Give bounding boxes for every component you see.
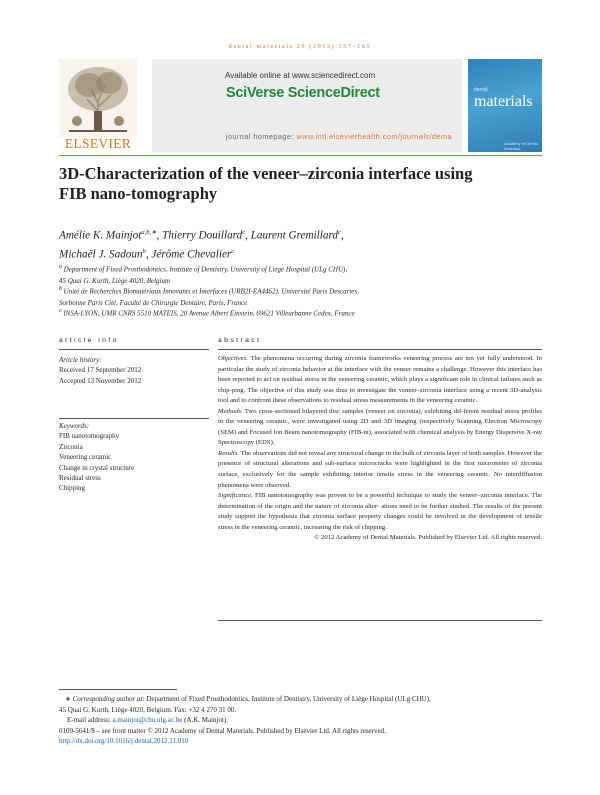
affil-mark: a [59, 264, 62, 270]
info-rule [59, 349, 209, 350]
methods-label: Methods. [218, 407, 243, 415]
abstract-line: exhibiting interior tensile stress in the veneering ceramic. No interdiffusion phenomena [218, 471, 543, 489]
affil-line: Unité de Recherches Biomatériaux Innovants et Interfaces (URB2I-EA4462), Université Paris Descartes, [63, 287, 359, 296]
abstract-line: ations need to be further studied. The results of the present study support the hypothesis [218, 502, 543, 521]
affil-line: 45 Quai G. Kurth, Liège 4020, Belgium [59, 277, 171, 286]
author-sep: , [245, 229, 251, 242]
corresponding-label: Corresponding author at: [72, 695, 145, 703]
header-rule [59, 155, 542, 156]
abstract-line: yet fully understood. In particular the study of zirconia behavior at the interface with the [218, 355, 542, 373]
abstract-line: were highlighted in the first micrometer of zirconia surface, exclusively for the sample [218, 460, 543, 479]
keyword-item: FIB nanotomography [59, 432, 120, 441]
keywords-block [59, 421, 209, 494]
title-line-2: FIB nano-tomography [59, 184, 218, 203]
affil-line: Department of Fixed Prosthodontics, Institute of Dentistry, University of Liege Hospital (ULg CHU), [63, 265, 348, 274]
email-link[interactable]: a.mainjot@chu.ulg.ac.be [112, 716, 183, 724]
doi-link[interactable]: http://dx.doi.org/10.1016/j.dental.2012.11.010 [59, 737, 189, 745]
author-affil-mark: c [242, 229, 246, 236]
article-info-heading: article info [59, 337, 119, 344]
abstract-bottom-rule [218, 620, 542, 621]
abstract-heading: abstract [218, 337, 262, 344]
abstract-line: were observed. [250, 481, 291, 489]
objectives-label: Objectives. [218, 355, 248, 362]
author-affil-mark: c [231, 247, 235, 255]
abstract-line: 3D imaging (respectively Scanning Electron Microscopy (SEM) and Focused Ion Beam [218, 418, 542, 436]
author-name: Michaël J. Sadoun [59, 248, 143, 261]
abstract-line: nanotomography (FIB-nt), associated with chemical analysis by Energy Dispersive X-ray [301, 428, 543, 436]
author-list [59, 225, 539, 262]
cover-footer: Academy of Dental Materials [504, 141, 538, 151]
keyword-item: Change in crystal structure [59, 463, 135, 472]
corresponding-line: 45 Quai G. Kurth, Liège 4020, Belgium. Fax: +32 4 270 31 00. [59, 705, 237, 714]
author-sep: , [340, 229, 344, 242]
keyword-item: Veneering ceramic [59, 453, 112, 462]
affil-mark: b [59, 286, 62, 292]
abstract-line: Spectroscopy (EDS). [218, 439, 275, 447]
abstract-line: that zirconia surface property changes could be involved in the development of tensile stress [218, 513, 543, 531]
accepted-date: Accepted 13 November 2012 [59, 376, 142, 385]
email-suffix: (A.K. Mainjot). [184, 716, 229, 724]
abstract-line: recent 3D-analysis tool and to confront these observations to residual stress measurements [218, 386, 542, 405]
cover-title: materials [474, 93, 533, 110]
article-title [59, 164, 539, 204]
abstract-objectives [218, 354, 542, 407]
abstract-line: ferent residual stress profiles in the veneering ceramic, were investigated using 2D and [218, 407, 542, 426]
abstract-methods [218, 407, 542, 449]
abstract-line: veneer–zirconia interface. The determination of the origin and the nature of zirconia alter- [218, 492, 543, 510]
abstract-copyright: © 2012 Academy of Dental Materials. Published by Elsevier Ltd. All rights reserved. [314, 534, 542, 542]
author-affil-mark: c [338, 229, 341, 236]
issn-line: 0109-5641/$ – see front matter © 2012 Academy of Dental Materials. Published by Elsevier Ltd. All rights reserved. [59, 726, 386, 735]
corresponding-star[interactable]: ∗ [151, 229, 157, 236]
author-name: Thierry Douillard [162, 229, 243, 242]
abstract-line: The phenomena occurring during zirconia frameworks veneering process are not [250, 355, 475, 362]
keyword-item: Zirconia [59, 442, 83, 451]
affil-line: Sorbonne Paris Cité, Faculté de Chirurgie Dentaire, Paris, France [59, 299, 248, 308]
abstract-line: ping. The objective of this study was thus to investigate the veneer–zirconia interface using a [231, 386, 490, 394]
journal-homepage [0, 132, 452, 141]
abstract-line: The observations did not reveal any structural change in the bulk of zirconia layer of [240, 449, 468, 457]
abstract-body [218, 354, 542, 544]
author-affil-mark: a,b, [141, 229, 152, 236]
keyword-item: Chipping [59, 484, 86, 493]
abstract-line: FIB nanotomography was proven to be a powerful technique to study the [255, 492, 458, 500]
significance-label: Significance. [218, 492, 253, 500]
journal-cover [468, 59, 542, 152]
email-label: E-mail address: [67, 716, 111, 724]
cover-small-text: dental [474, 87, 488, 93]
abstract-results [218, 449, 542, 491]
author-sep: , [156, 229, 163, 242]
affiliation-c [59, 305, 539, 319]
elsevier-wordmark: ELSEVIER [64, 136, 132, 151]
available-online-text: Available online at www.sciencedirect.com [225, 71, 376, 80]
abstract-line: in the veneering ceramic. [409, 397, 478, 405]
author-affil-mark: b [142, 247, 146, 255]
abstract-line: veneer remains a challenge. However this interface has been reported to act on residual [218, 365, 542, 384]
title-line-1: 3D-Characterization of the veneer–zirconia interface using [59, 164, 473, 183]
abstract-line: stress in the veneering ceramic, which plays a significant role in clinical failures such as chip- [218, 376, 543, 394]
abstract-rule [218, 349, 542, 350]
journal-running-head: dental materials 29 (2013) 157–165 [228, 43, 372, 50]
footnote-star: ∗ [65, 695, 73, 703]
info-divider [59, 418, 209, 419]
abstract-line: Two cross-sectioned bilayered disc samples (veneer on zirconia), exhibiting dif- [244, 407, 464, 415]
received-date: Received 17 September 2012 [59, 366, 142, 375]
history-label: Article history: [59, 356, 102, 364]
affil-line: INSA-LYON, UMR CNRS 5510 MATEIS, 20 Avenue Albert Einstein, 69621 Villeurbanne Cedex, France [63, 309, 355, 318]
abstract-line: both samples. However the presence of structural alterations and sub-surface microcracks [218, 449, 542, 468]
keywords-label: Keywords: [59, 422, 90, 430]
author-name: Laurent Gremillard [250, 229, 339, 242]
author-name: Jérôme Chevalier [151, 248, 232, 261]
corresponding-footnote [59, 694, 542, 747]
abstract-line: in the veneering ceramic, increasing the risk of chipping. [234, 523, 387, 531]
corresponding-line: Department of Fixed Prosthodontics, Institute of Dentistry, University of Liège Hospital (ULg CHU), [146, 695, 431, 703]
results-label: Results. [218, 449, 239, 457]
affil-mark: c [59, 308, 62, 314]
sciverse-sciencedirect-logo[interactable]: SciVerse ScienceDirect [226, 85, 380, 101]
keyword-item: Residual stress [59, 474, 101, 483]
homepage-link[interactable]: www.intl.elsevierhealth.com/journals/dema [296, 132, 452, 141]
abstract-significance [218, 491, 542, 533]
author-sep: , [145, 248, 152, 261]
footnote-rule [59, 689, 177, 690]
author-name: Amélie K. Mainjot [59, 229, 142, 242]
article-history [59, 355, 209, 386]
homepage-label: journal homepage: [225, 132, 294, 141]
